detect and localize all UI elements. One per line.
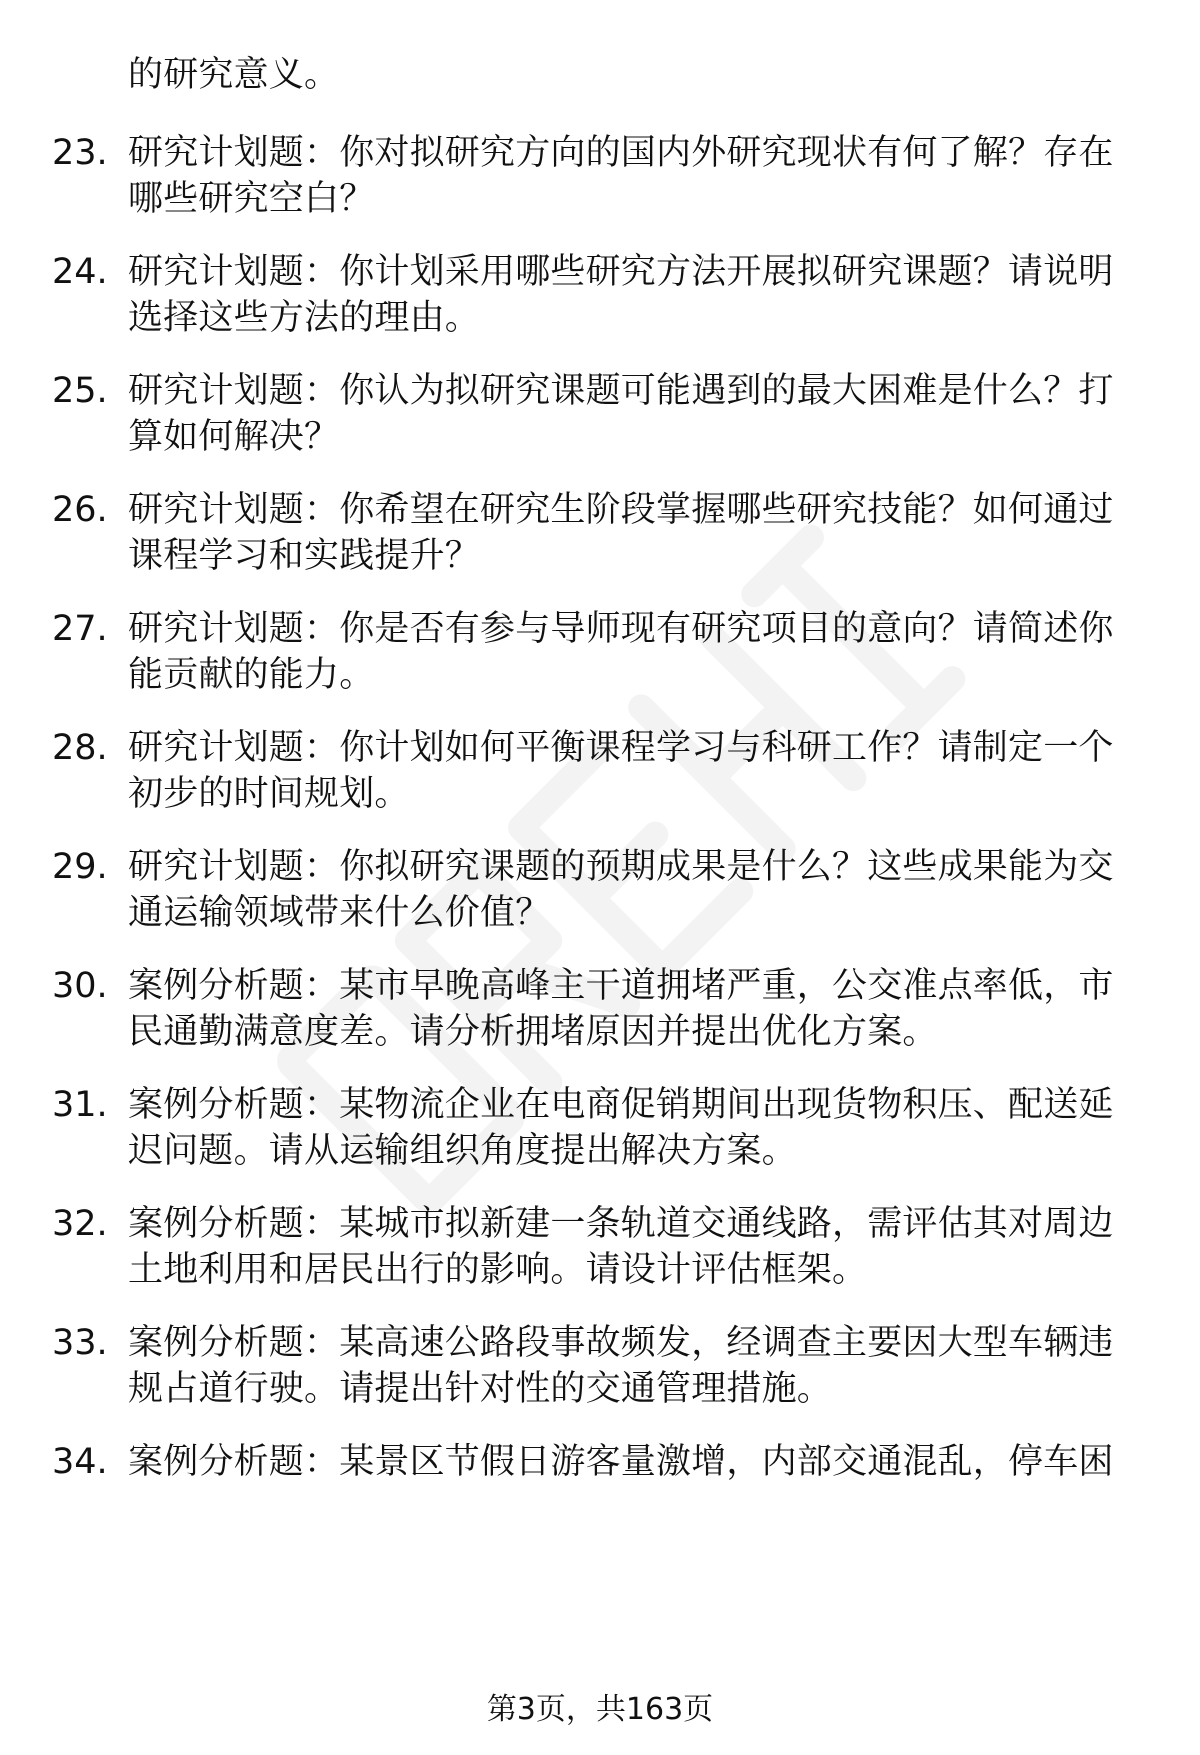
question-number: 33. (52, 1323, 108, 1363)
question-text-line: 规占道行驶。请提出针对性的交通管理措施。 (128, 1369, 833, 1409)
question-number: 29. (52, 847, 108, 887)
question-text-line: 研究计划题：你希望在研究生阶段掌握哪些研究技能？如何通过 (128, 490, 1114, 530)
question-number: 27. (52, 609, 108, 649)
question-text-line: 案例分析题：某城市拟新建一条轨道交通线路，需评估其对周边 (128, 1204, 1114, 1244)
question-text-line: 哪些研究空白？ (128, 179, 375, 219)
question-text-line: 初步的时间规划。 (128, 774, 410, 814)
question-text-line: 案例分析题：某景区节假日游客量激增，内部交通混乱，停车困 (128, 1442, 1114, 1482)
question-text-line: 案例分析题：某高速公路段事故频发，经调查主要因大型车辆违 (128, 1323, 1114, 1363)
question-number: 26. (52, 490, 108, 530)
question-text-line: 能贡献的能力。 (128, 655, 375, 695)
question-text-line: 研究计划题：你拟研究课题的预期成果是什么？这些成果能为交 (128, 847, 1114, 887)
question-text-line: 通运输领域带来什么价值？ (128, 893, 551, 933)
question-text-line: 迟问题。请从运输组织角度提出解决方案。 (128, 1131, 797, 1171)
question-number: 24. (52, 252, 108, 292)
question-text-line: 研究计划题：你对拟研究方向的国内外研究现状有何了解？存在 (128, 133, 1114, 173)
question-text-line: 研究计划题：你计划如何平衡课程学习与科研工作？请制定一个 (128, 728, 1114, 768)
question-number: 32. (52, 1204, 108, 1244)
question-number: 23. (52, 133, 108, 173)
question-number: 28. (52, 728, 108, 768)
question-text-line: 案例分析题：某物流企业在电商促销期间出现货物积压、配送延 (128, 1085, 1114, 1125)
question-text-line: 课程学习和实践提升？ (128, 536, 481, 576)
continuation-text: 的研究意义。 (128, 55, 340, 95)
question-text-line: 民通勤满意度差。请分析拥堵原因并提出优化方案。 (128, 1012, 938, 1052)
question-text-line: 研究计划题：你认为拟研究课题可能遇到的最大困难是什么？打 (128, 371, 1114, 411)
question-number: 31. (52, 1085, 108, 1125)
question-number: 30. (52, 966, 108, 1006)
question-text-line: 土地利用和居民出行的影响。请设计评估框架。 (128, 1250, 868, 1290)
page-footer: 第3页，共163页 (486, 1692, 714, 1727)
question-text-line: 案例分析题：某市早晚高峰主干道拥堵严重，公交准点率低，市 (128, 966, 1114, 1006)
question-text-line: 研究计划题：你是否有参与导师现有研究项目的意向？请简述你 (128, 609, 1114, 649)
question-text-line: 研究计划题：你计划采用哪些研究方法开展拟研究课题？请说明 (128, 252, 1114, 292)
question-text-line: 算如何解决？ (128, 417, 340, 457)
question-text-line: 选择这些方法的理由。 (128, 298, 481, 338)
question-number: 34. (52, 1442, 108, 1482)
question-number: 25. (52, 371, 108, 411)
